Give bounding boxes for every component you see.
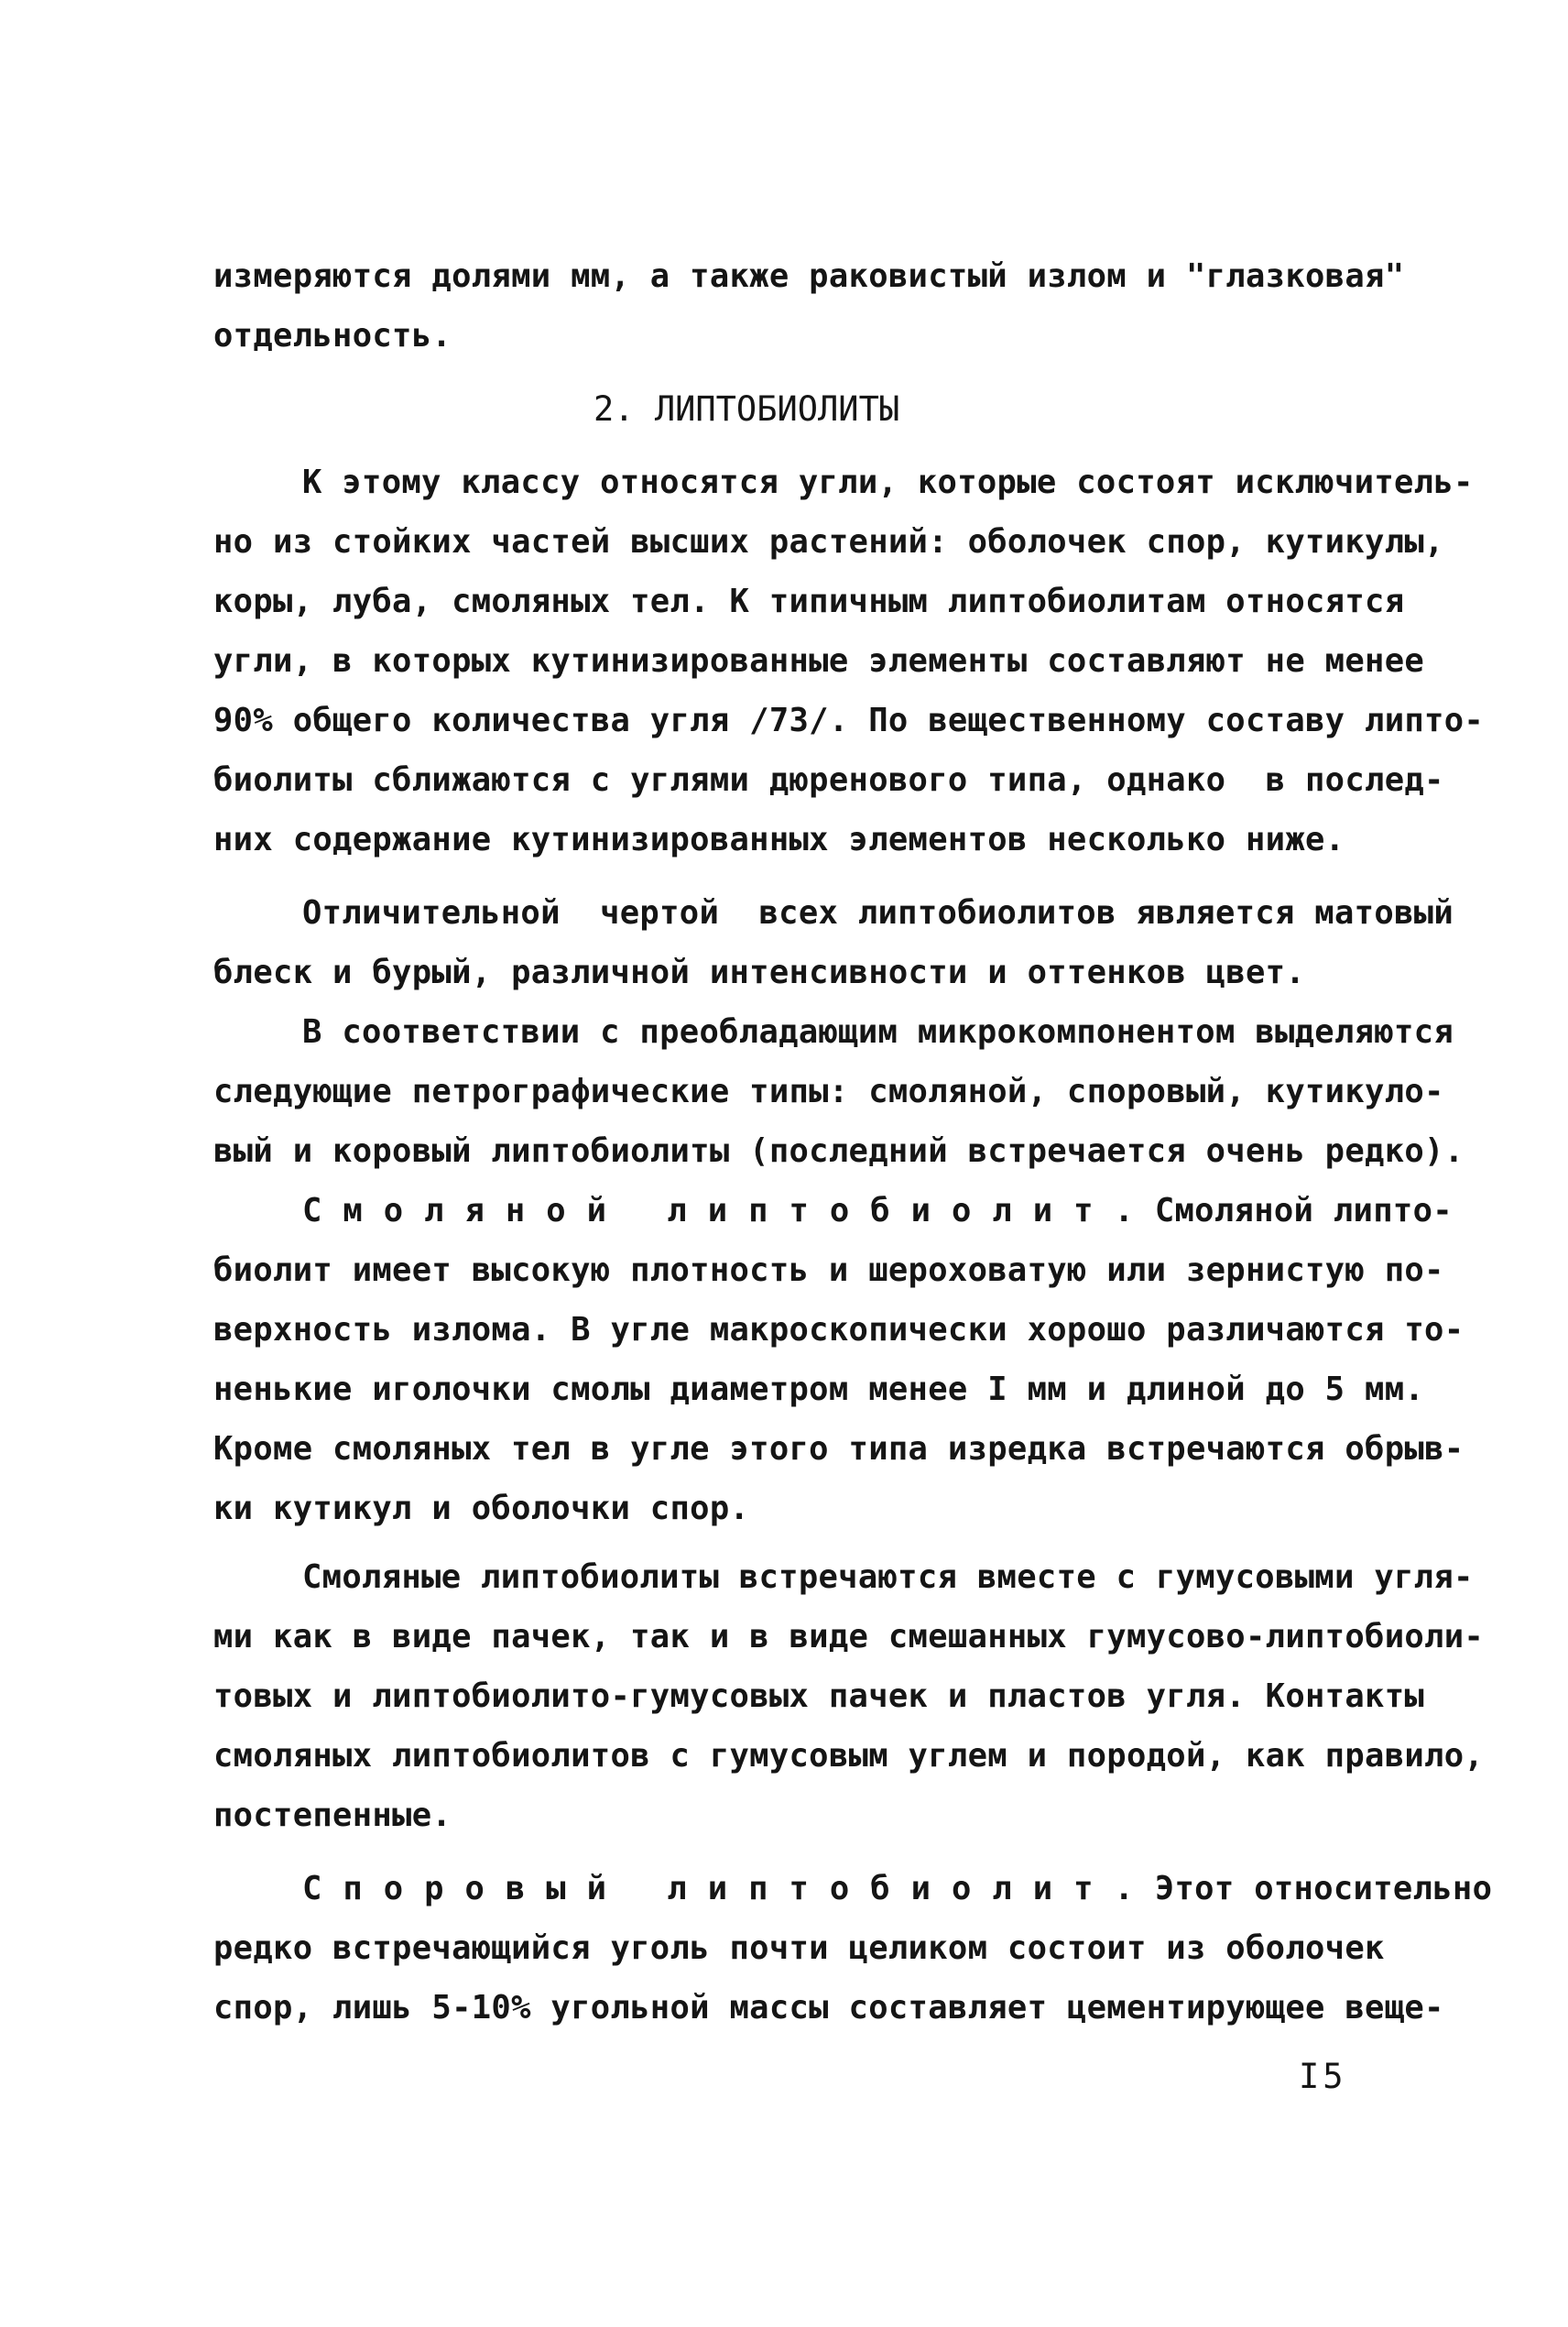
text-line: товых и липтобиолито-гумусовых пачек и пластов угля. Контакты [213,1677,1425,1715]
text-fragment: Смоляной липто- [1154,1192,1453,1229]
text-line: но из стойких частей высших растений: оболочек спор, кутикулы, [213,523,1444,561]
text-line: отдельность. [213,317,452,355]
text-line: биолиты сближаются с углями дюренового типа, однако в послед- [213,761,1444,799]
text-line: постепенные. [213,1797,452,1834]
term-spaced: липтобиолит. [667,1870,1155,1907]
text-line: спор, лишь 5-10% угольной массы составляет цементирующее веще- [213,1989,1444,2027]
text-line: них содержание кутинизированных элементов несколько ниже. [213,821,1345,858]
section-heading: 2. ЛИПТОБИОЛИТЫ [593,389,900,429]
term-spaced: Споровый [302,1870,627,1907]
text-line [302,1191,1453,1231]
term-spaced: липтобиолит. [667,1192,1155,1229]
text-line: биолит имеет высокую плотность и шероховатую или зернистую по- [213,1251,1444,1289]
text-line: 90% общего количества угля /73/. По вещественному составу липто- [213,702,1485,739]
text-line: вый и коровый липтобиолиты (последний встречается очень редко). [213,1132,1465,1170]
page-number: I5 [1299,2057,1347,2096]
text-line: коры, луба, смоляных тел. К типичным липтобиолитам относятся [213,583,1405,620]
text-line: смоляных липтобиолитов с гумусовым углем и породой, как правило, [213,1737,1485,1775]
text-line: ки кутикул и оболочки спор. [213,1490,750,1527]
text-line: измеряются долями мм, а также раковистый излом и "глазковая" [213,257,1405,295]
text-line: В соответствии с преобладающим микрокомпонентом выделяются [302,1013,1454,1051]
term-spaced: Смоляной [302,1192,627,1229]
text-line: Отличительной чертой всех липтобиолитов является матовый [302,894,1454,932]
text-line: Кроме смоляных тел в угле этого типа изредка встречаются обрыв- [213,1430,1465,1468]
text-line: ми как в виде пачек, так и в виде смешанных гумусово-липтобиоли- [213,1618,1485,1655]
text-line [302,1869,1492,1909]
text-line: угли, в которых кутинизированные элементы составляют не менее [213,642,1425,680]
text-line: ненькие иголочки смолы диаметром менее I мм и длиной до 5 мм. [213,1371,1425,1408]
text-line: блеск и бурый, различной интенсивности и оттенков цвет. [213,954,1306,991]
text-line: следующие петрографические типы: смоляной, споровый, кутикуло- [213,1073,1444,1110]
text-fragment: Этот относительно [1154,1870,1493,1907]
text-line: редко встречающийся уголь почти целиком состоит из оболочек [213,1929,1385,1967]
text-line: верхность излома. В угле макроскопически хорошо различаются то- [213,1311,1465,1349]
text-line: К этому классу относятся угли, которые состоят исключитель- [302,464,1474,501]
text-line: Смоляные липтобиолиты встречаются вместе с гумусовыми угля- [302,1558,1474,1596]
